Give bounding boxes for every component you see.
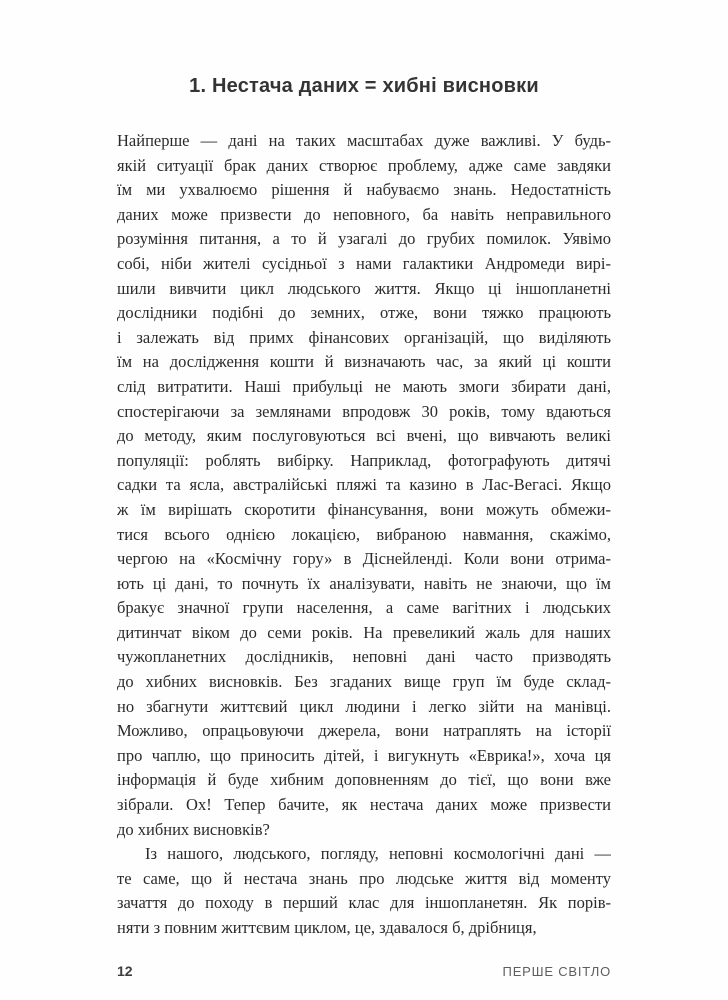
paragraph bbox=[117, 129, 611, 842]
text-line: до хибних висновків. Без згаданих вище груп їм буде склад- bbox=[117, 672, 611, 692]
page-footer bbox=[117, 963, 611, 979]
text-line: і залежать від примх фінансових організацій, що виділяють bbox=[117, 327, 611, 347]
text-line: слід витратити. Наші прибульці не мають змоги збирати дані, bbox=[117, 376, 611, 396]
text-line: їм ми ухвалюємо рішення й набуваємо знань. Недостатність bbox=[117, 180, 611, 200]
text-line: но збагнути життєвий цикл людини і легко зійти на манівці. bbox=[117, 696, 611, 716]
text-line: їм на дослідження кошти й визначають час, за який ці кошти bbox=[117, 352, 611, 372]
running-title: ПЕРШЕ СВІТЛО bbox=[502, 964, 611, 979]
text-line: спостерігаючи за землянами впродовж 30 років, тому вдаються bbox=[117, 401, 611, 421]
text-line: те саме, що й нестача знань про людське життя від моменту bbox=[117, 868, 611, 888]
text-line: Найперше — дані на таких масштабах дуже важливі. У будь- bbox=[117, 131, 611, 150]
body-text bbox=[117, 129, 611, 941]
text-line: даних може призвести до неповного, ба навіть неправильного bbox=[117, 204, 611, 224]
text-line: популяції: роблять вибірку. Наприклад, фотографують дитячі bbox=[117, 450, 611, 470]
text-line: якій ситуації брак даних створює проблему, адже саме завдяки bbox=[117, 155, 611, 175]
text-line: дитинчат віком до семи років. На превеликий жаль для наших bbox=[117, 622, 611, 642]
text-line: дослідники подібні до земних, отже, вони тяжко працюють bbox=[117, 303, 611, 323]
text-line: інформація й буде хибним доповненням до тієї, що вони вже bbox=[117, 770, 611, 790]
text-line: Можливо, опрацьовуючи джерела, вони натраплять на історії bbox=[117, 721, 611, 741]
text-line: зібрали. Ох! Тепер бачите, як нестача даних може призвести bbox=[117, 795, 611, 815]
text-line: бракує значної групи населення, а саме вагітних і людських bbox=[117, 598, 611, 618]
text-line: шили вивчити цикл людського життя. Якщо ці іншопланетні bbox=[117, 278, 611, 298]
chapter-heading: 1. Нестача даних = хибні висновки bbox=[189, 75, 539, 97]
text-line: Із нашого, людського, погляду, неповні космологічні дані — bbox=[145, 844, 611, 864]
text-line: розуміння питання, а то й узагалі до грубих помилок. Уявімо bbox=[117, 229, 611, 249]
text-line: няти з повним життєвим циклом, це, здавалося б, дрібниця, bbox=[117, 918, 537, 937]
text-line: чергою на «Космічну гору» в Діснейленді. Коли вони отрима- bbox=[117, 549, 611, 569]
text-line: зачаття до походу в перший клас для іншопланетян. Як порів- bbox=[117, 893, 611, 913]
text-line: до хибних висновків? bbox=[117, 819, 270, 839]
content-column bbox=[117, 72, 611, 941]
page-number: 12 bbox=[117, 963, 133, 979]
text-line: про чаплю, що приносить дітей, і вигукнуть «Еврика!», хоча ця bbox=[117, 745, 611, 765]
text-line: ють ці дані, то почнуть їх аналізувати, навіть не знаючи, що їм bbox=[117, 573, 611, 593]
text-line: тися всього однією локацією, вибраною навмання, скажімо, bbox=[117, 524, 611, 544]
text-line: чужопланетних дослідників, неповні дані часто призводять bbox=[117, 647, 611, 667]
text-line: ж їм вирішать скоротити фінансування, вони можуть обмежи- bbox=[117, 499, 611, 519]
text-line: садки та ясла, австралійські пляжі та казино в Лас-Вегасі. Якщо bbox=[117, 475, 611, 495]
text-line: собі, ніби жителі сусідньої з нами галактики Андромеди вирі- bbox=[117, 253, 611, 273]
text-line: до методу, яким послуговуються всі вчені, що вивчають великі bbox=[117, 426, 611, 446]
paragraph bbox=[117, 842, 611, 940]
